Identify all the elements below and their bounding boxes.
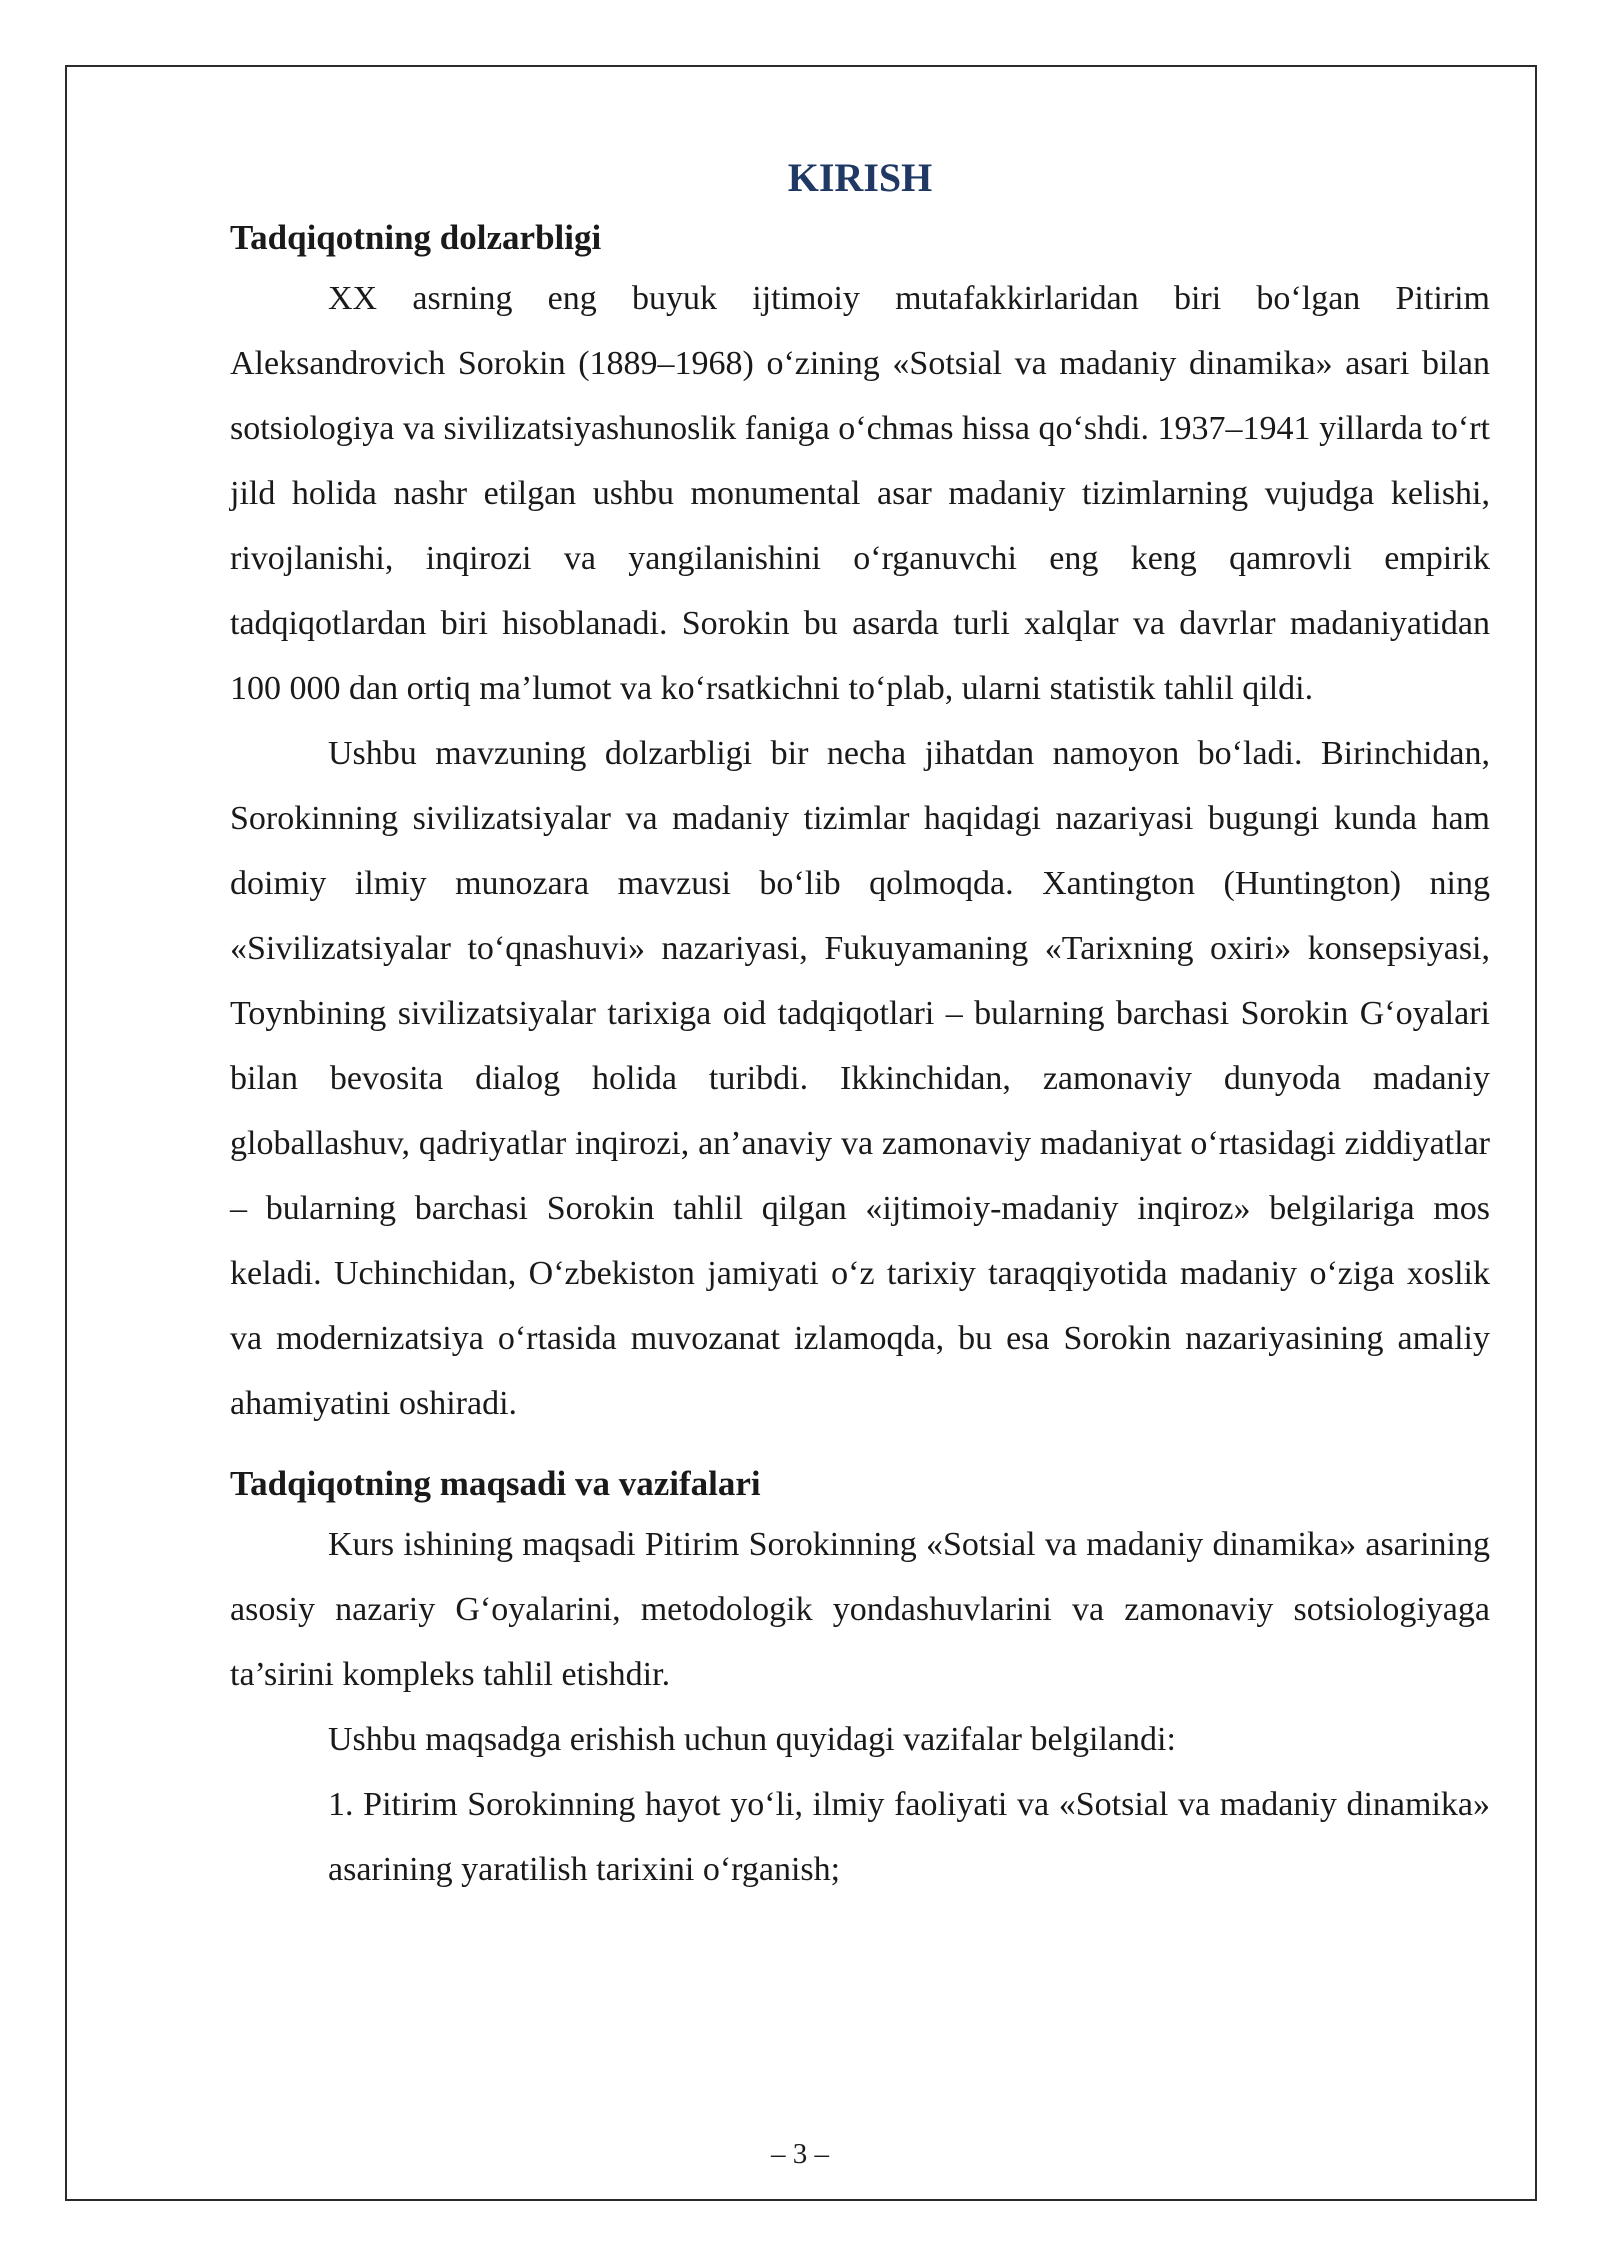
paragraph: Kurs ishining maqsadi Pitirim Sorokinning «Sotsial va madaniy dinamika» asarining asosiy nazariy G‘oyalarini, metodologik yondashuvlarini va zamonaviy sotsiologiyaga ta’sirini kompleks tahlil etishdir. (230, 1526, 1490, 1693)
paragraph: Ushbu maqsadga erishish uchun quyidagi vazifalar belgilandi: (328, 1721, 1176, 1758)
document-body (230, 150, 1490, 1902)
paragraph: XX asrning eng buyuk ijtimoiy mutafakkirlaridan biri bo‘lgan Pitirim Aleksandrovich Sorokin (1889–1968) o‘zining «Sotsial va madaniy dinamika» asari bilan sotsiologiya va sivilizatsiyashunoslik faniga o‘chmas hissa qo‘shdi. 1937–1941 yillarda to‘rt jild holida nashr etilgan ushbu monumental asar madaniy tizimlarning vujudga kelishi, rivojlanishi, inqirozi va yangilanishini o‘rganuvchi eng keng qamrovli empirik tadqiqotlardan biri hisoblanadi. Sorokin bu asarda turli xalqlar va davrlar madaniyatidan 100 000 dan ortiq ma’lumot va ko‘rsatkichni to‘plab, ularni statistik tahlil qildi. (230, 280, 1490, 707)
paragraph: Ushbu mavzuning dolzarbligi bir necha jihatdan namoyon bo‘ladi. Birinchidan, Sorokinning sivilizatsiyalar va madaniy tizimlar haqidagi nazariyasi bugungi kunda ham doimiy ilmiy munozara mavzusi bo‘lib qolmoqda. Xantington (Huntington) ning «Sivilizatsiyalar to‘qnashuvi» nazariyasi, Fukuyamaning «Tarixning oxiri» konsepsiyasi, Toynbining sivilizatsiyalar tarixiga oid tadqiqotlari – bularning barchasi Sorokin G‘oyalari bilan bevosita dialog holida turibdi. Ikkinchidan, zamonaviy dunyoda madaniy globallashuv, qadriyatlar inqirozi, an’anaviy va zamonaviy madaniyat o‘rtasidagi ziddiyatlar – bularning barchasi Sorokin tahlil qilgan «ijtimoiy-madaniy inqiroz» belgilariga mos keladi. Uchinchidan, O‘zbekiston jamiyati o‘z tarixiy taraqqiyotida madaniy o‘ziga xoslik va modernizatsiya o‘rtasida muvozanat izlamoqda, bu esa Sorokin nazariyasining amaliy ahamiyatini oshiradi. (230, 735, 1490, 1422)
section-heading-goals: Tadqiqotning maqsadi va vazifalari (230, 1464, 761, 1503)
page-number: – 3 – (771, 2138, 829, 2170)
list-item: 1. Pitirim Sorokinning hayot yo‘li, ilmiy faoliyati va «Sotsial va madaniy dinamika» asarining yaratilish tarixini o‘rganish; (328, 1786, 1490, 1888)
page-title: KIRISH (787, 155, 933, 200)
section-heading-relevance: Tadqiqotning dolzarbligi (230, 218, 602, 257)
